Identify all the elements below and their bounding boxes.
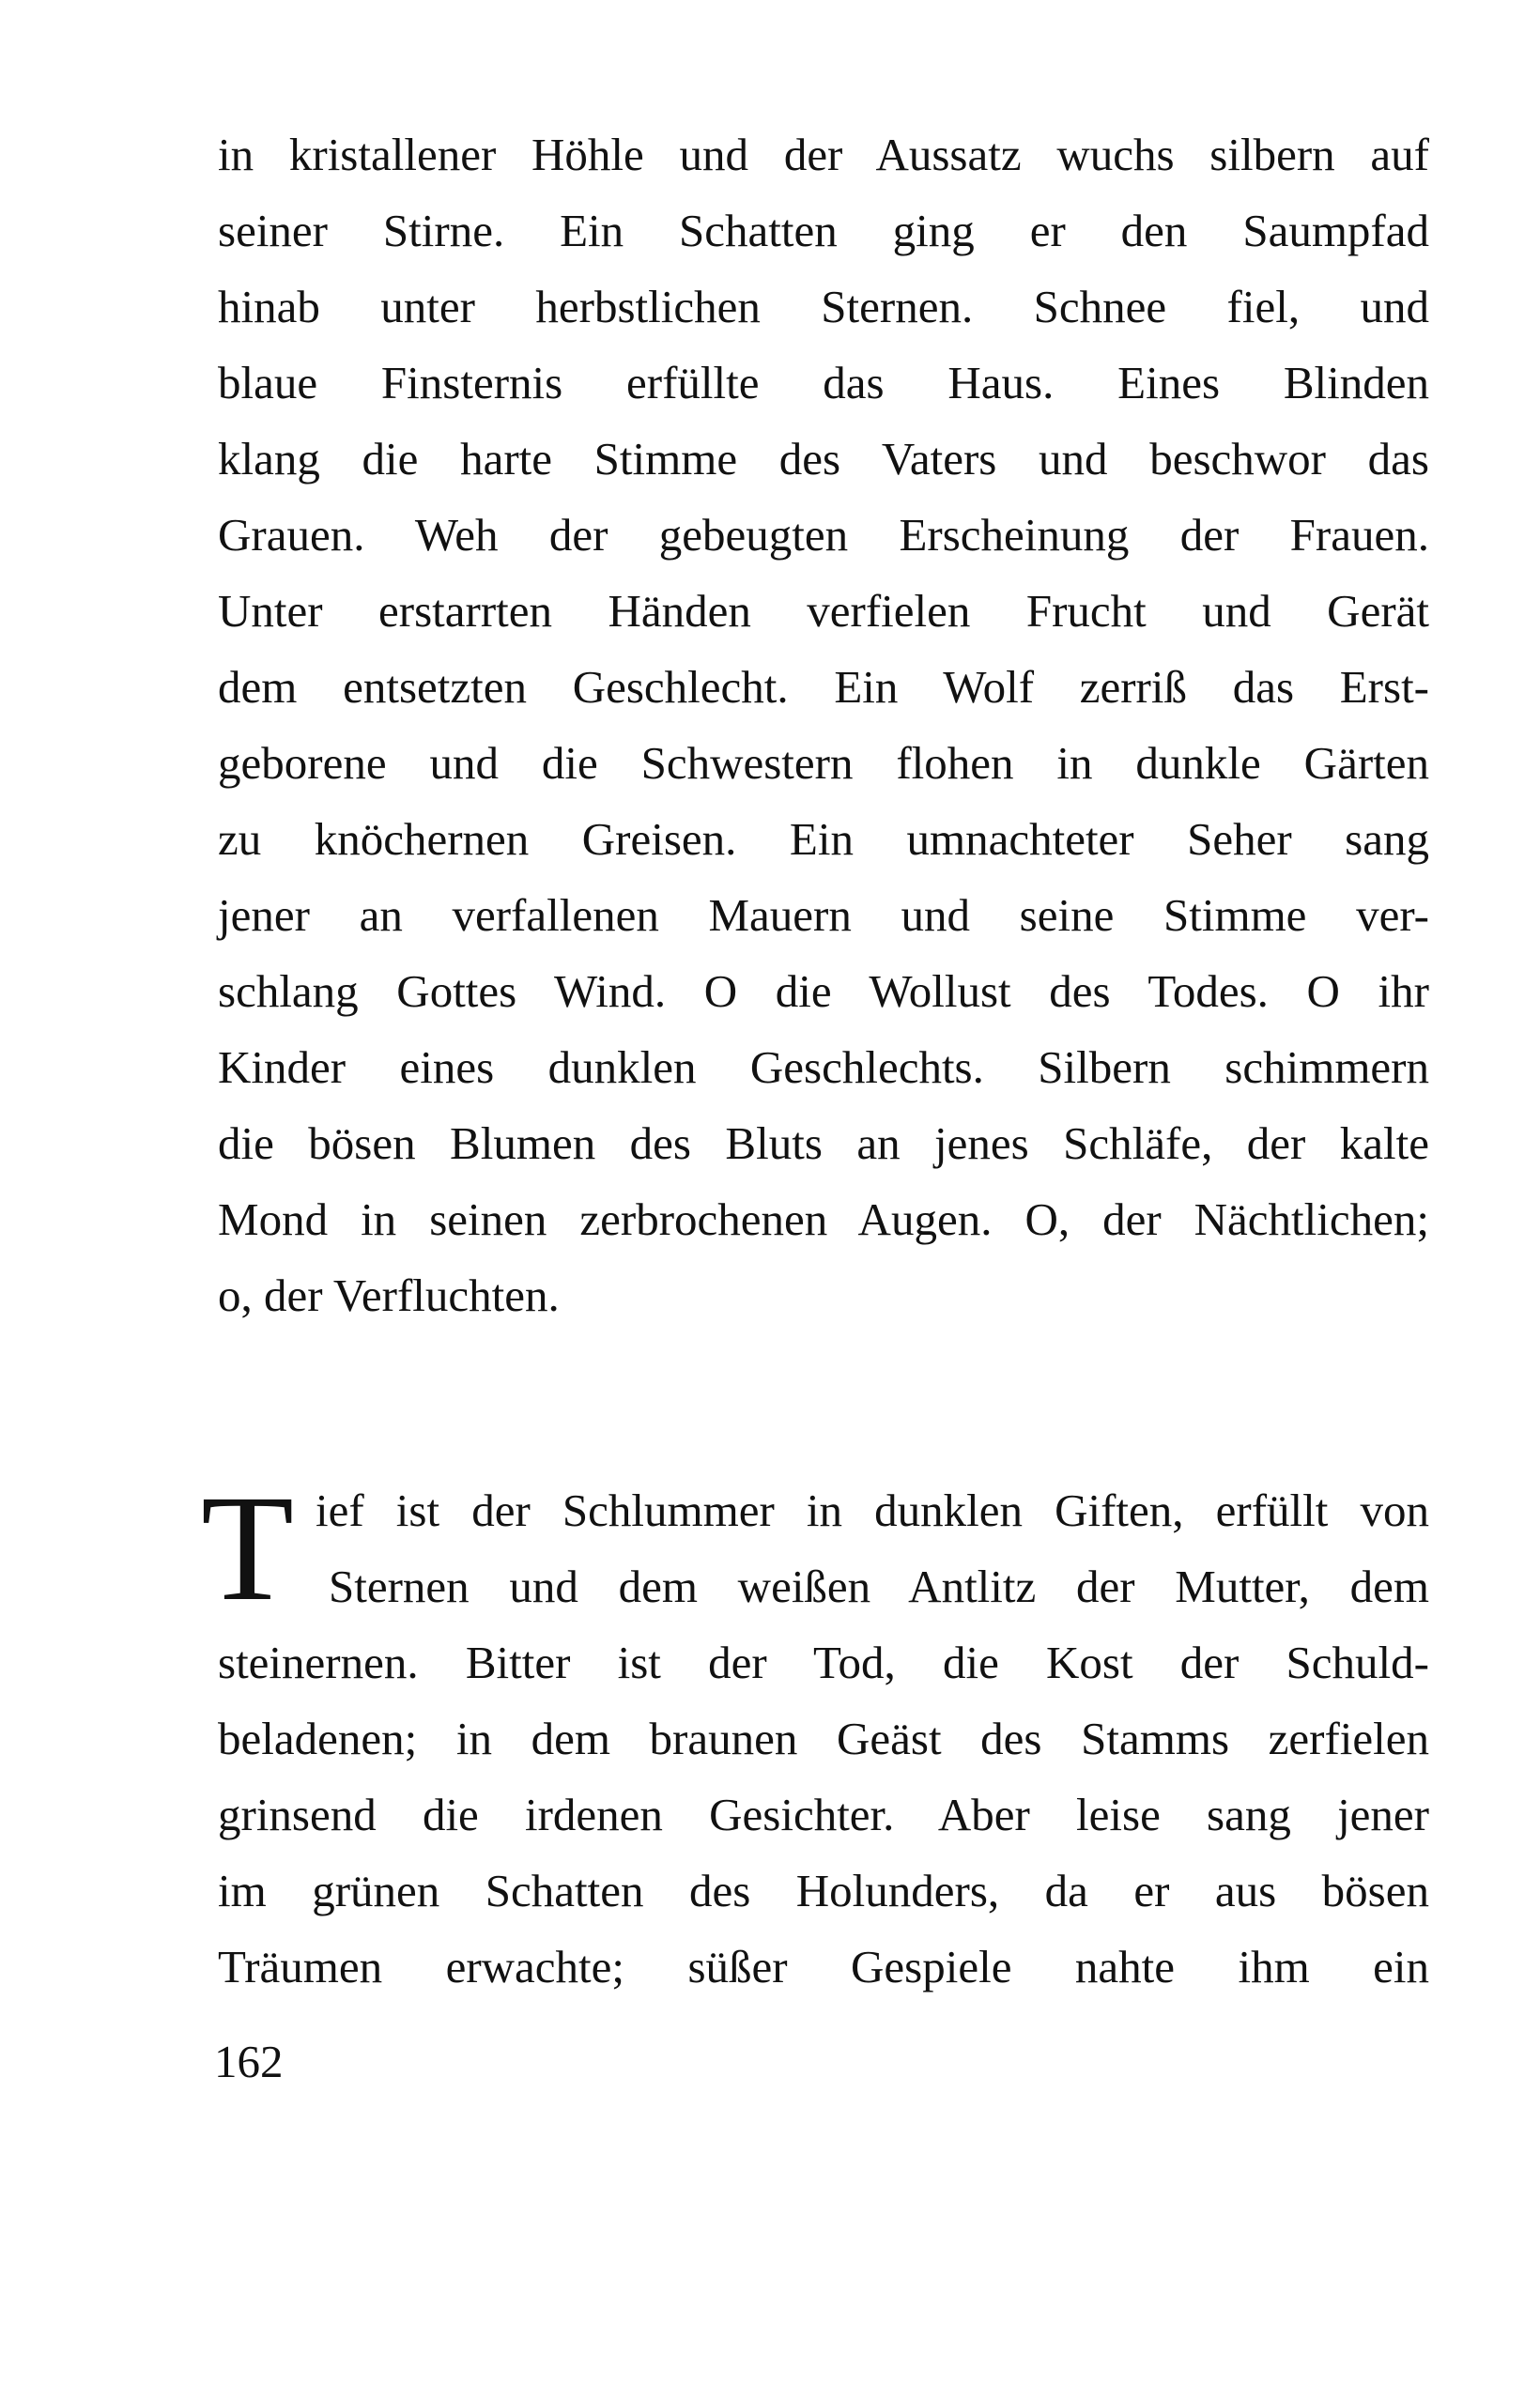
text-line: Kinder eines dunklen Geschlechts. Silbern schimmern <box>218 1041 1429 1093</box>
page-number: 162 <box>214 2036 284 2087</box>
text-line: die bösen Blumen des Bluts an jenes Schläfe, der kalte <box>218 1117 1429 1169</box>
text-line: klang die harte Stimme des Vaters und beschwor das <box>218 433 1429 485</box>
text-line: in kristallener Höhle und der Aussatz wuchs silbern auf <box>218 129 1429 180</box>
paragraph-1 <box>218 116 1429 1333</box>
text-line: schlang Gottes Wind. O die Wollust des Todes. O ihr <box>218 965 1429 1017</box>
text-line: o, der Verfluchten. <box>218 1269 560 1321</box>
text-line: grinsend die irdenen Gesichter. Aber leise sang jener <box>218 1789 1429 1840</box>
text-line: im grünen Schatten des Holunders, da er aus bösen <box>218 1865 1429 1916</box>
text-line: beladenen; in dem braunen Geäst des Stamms zerfielen <box>218 1713 1429 1764</box>
text-line: hinab unter herbstlichen Sternen. Schnee fiel, und <box>218 281 1429 332</box>
text-line: zu knöchernen Greisen. Ein umnachteter Seher sang <box>218 813 1429 865</box>
text-line: blaue Finsternis erfüllte das Haus. Eines Blinden <box>218 357 1429 408</box>
paragraph-2 <box>218 1472 1429 2005</box>
text-line: Grauen. Weh der gebeugten Erscheinung der Frauen. <box>218 509 1429 561</box>
text-line: Träumen erwachte; süßer Gespiele nahte ihm ein <box>218 1941 1429 1992</box>
text-line: seiner Stirne. Ein Schatten ging er den Saumpfad <box>218 205 1429 256</box>
text-line: Sternen und dem weißen Antlitz der Mutter, dem <box>329 1561 1429 1612</box>
text-line: Unter erstarrten Händen verfielen Frucht und Gerät <box>218 585 1429 637</box>
text-line: dem entsetzten Geschlecht. Ein Wolf zerriß das Erst- <box>218 661 1429 713</box>
drop-cap-letter: T <box>201 1465 294 1633</box>
text-line: steinernen. Bitter ist der Tod, die Kost der Schuld- <box>218 1637 1429 1688</box>
text-line: jener an verfallenen Mauern und seine Stimme ver- <box>218 889 1429 941</box>
text-line: Mond in seinen zerbrochenen Augen. O, der Nächtlichen; <box>218 1193 1429 1245</box>
text-line: geborene und die Schwestern flohen in dunkle Gärten <box>218 737 1429 789</box>
text-line: ief ist der Schlummer in dunklen Giften, erfüllt von <box>316 1485 1429 1536</box>
